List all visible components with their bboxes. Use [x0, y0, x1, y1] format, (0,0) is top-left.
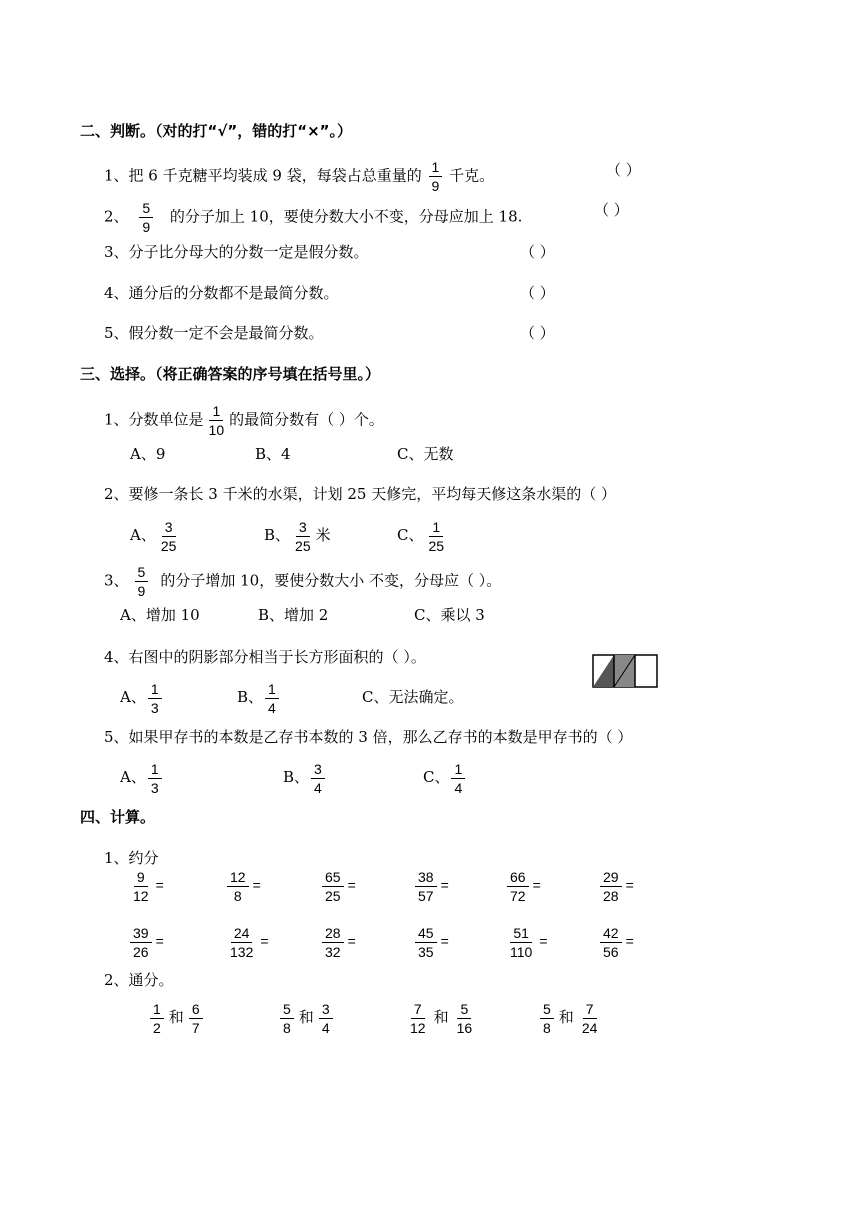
rectangle-figure: [592, 654, 658, 688]
judge-q1: [104, 159, 494, 194]
option-a: A、增加 10: [120, 606, 200, 624]
fraction-pair: [405, 998, 477, 1036]
equals-sign: =: [155, 933, 164, 949]
option-c: C、无法确定。: [362, 688, 464, 706]
fraction: $\frac{29}{28}$: [600, 869, 622, 904]
fraction: $\frac{9}{12}$: [133, 868, 149, 904]
judge-q5: 5、假分数一定不会是最简分数。: [104, 324, 324, 342]
answer-blank[interactable]: （ ）: [520, 324, 555, 342]
choice-q4: 4、右图中的阴影部分相当于长方形面积的（ ）。: [104, 648, 426, 666]
option-a: A、 $\frac{3}{25}$: [130, 518, 177, 554]
fraction-pair: [148, 998, 205, 1036]
answer-blank[interactable]: （ ）: [606, 161, 641, 179]
section-4-title: 四、计算。: [80, 808, 156, 826]
answer-blank[interactable]: （ ）: [520, 243, 555, 261]
reduce-item: [128, 866, 164, 904]
equals-sign: =: [347, 877, 356, 893]
fraction: $\frac{42}{56}$: [600, 925, 622, 960]
option-c: C、 $\frac{1}{25}$: [397, 518, 445, 554]
reduce-item: [225, 866, 261, 904]
judge-q2: 2、 $\frac{5}{9}$ 的分子加上 10，要使分数大小不变，分母应加上 18.: [104, 200, 523, 235]
fraction: $\frac{12}{8}$: [227, 869, 249, 904]
equals-sign: =: [625, 877, 634, 893]
section-2-title: 二、判断。（对的打“√”，错的打“×”。）: [80, 122, 353, 140]
fraction: $\frac{1}{9}$: [429, 159, 443, 194]
common-denominator-label: 2、通分。: [104, 971, 174, 989]
equals-sign: =: [440, 877, 449, 893]
option-a: A、 $\frac{1}{3}$: [120, 678, 164, 716]
and-word: 和: [558, 1008, 574, 1026]
equals-sign: =: [532, 877, 541, 893]
judge-q4: 4、通分后的分数都不是最简分数。: [104, 284, 339, 302]
fraction: $\frac{5}{16}$: [456, 1000, 473, 1036]
fraction: $\frac{24}{132}$: [230, 924, 254, 960]
answer-blank[interactable]: （ ）: [594, 201, 629, 219]
option-b: B、增加 2: [258, 606, 329, 624]
option-b: B、4: [255, 445, 291, 463]
fraction: $\frac{5}{8}$: [540, 1001, 554, 1036]
answer-blank[interactable]: （ ）: [520, 284, 555, 302]
reduce-item: [505, 922, 548, 960]
fraction: $\frac{5}{9}$: [139, 200, 153, 235]
reduce-item: [225, 922, 269, 960]
equals-sign: =: [625, 933, 634, 949]
fraction-pair: [278, 998, 335, 1036]
reduce-item: [598, 922, 634, 960]
equals-sign: =: [260, 933, 269, 949]
judge-q1-text: 1、把 6 千克糖平均装成 9 袋，每袋占总重量的: [104, 166, 422, 185]
option-c: C、 $\frac{1}{4}$: [423, 758, 467, 796]
option-a: A、 $\frac{1}{3}$: [120, 758, 164, 796]
choice-q5: 5、如果甲存书的本数是乙存书本数的 3 倍，那么乙存书的本数是甲存书的（ ）: [104, 728, 633, 746]
reduce-label: 1、约分: [104, 849, 159, 867]
reduce-item: [505, 866, 541, 904]
option-c: C、乘以 3: [414, 606, 485, 624]
reduce-item: [320, 866, 356, 904]
judge-q3: 3、分子比分母大的分数一定是假分数。: [104, 243, 369, 261]
fraction: $\frac{28}{32}$: [322, 925, 344, 960]
reduce-item: [413, 922, 449, 960]
reduce-item: [598, 866, 634, 904]
choice-q3: 3、 $\frac{5}{9}$ 的分子增加 10，要使分数大小 不变，分母应（ ）。: [104, 564, 502, 599]
fraction: $\frac{7}{12}$: [410, 1000, 426, 1036]
and-word: 和: [298, 1008, 314, 1026]
equals-sign: =: [440, 933, 449, 949]
and-word: 和: [433, 1008, 449, 1026]
fraction: $\frac{1}{2}$: [150, 1001, 164, 1036]
fraction: $\frac{3}{4}$: [319, 1001, 333, 1036]
option-b: B、 $\frac{3}{25}$ 米: [264, 518, 331, 554]
equals-sign: =: [539, 933, 548, 949]
option-b: B、 $\frac{3}{4}$: [283, 758, 327, 796]
reduce-item: [413, 866, 449, 904]
option-c: C、无数: [397, 445, 454, 463]
fraction: $\frac{51}{110}$: [510, 924, 533, 960]
fraction: $\frac{6}{7}$: [189, 1001, 203, 1036]
equals-sign: =: [347, 933, 356, 949]
fraction: $\frac{45}{35}$: [415, 925, 437, 960]
equals-sign: =: [252, 877, 261, 893]
fraction: $\frac{5}{8}$: [280, 1001, 294, 1036]
reduce-item: [320, 922, 356, 960]
choice-q2: 2、要修一条长 3 千米的水渠，计划 25 天修完，平均每天修这条水渠的（ ）: [104, 485, 617, 503]
equals-sign: =: [155, 877, 164, 893]
judge-q1-text-b: 千克。: [449, 166, 495, 185]
section-3-title: 三、选择。（将正确答案的序号填在括号里。）: [80, 365, 381, 383]
and-word: 和: [168, 1008, 184, 1026]
fraction: $\frac{7}{24}$: [581, 1000, 598, 1036]
fraction: $\frac{65}{25}$: [322, 869, 344, 904]
choice-q1: 1、分数单位是 $\frac{1}{10}$ 的最简分数有（ ）个。: [104, 403, 384, 438]
fraction: $\frac{66}{72}$: [507, 869, 529, 904]
fraction-pair: [538, 998, 602, 1036]
option-b: B、 $\frac{1}{4}$: [237, 678, 281, 716]
fraction: $\frac{39}{26}$: [130, 925, 152, 960]
fraction: $\frac{1}{10}$: [208, 403, 225, 438]
fraction: $\frac{38}{57}$: [415, 869, 437, 904]
option-a: A、9: [130, 445, 166, 463]
judge-q2-text: 的分子加上 10，要使分数大小不变，分母应加上 18.: [169, 207, 523, 226]
reduce-item: [128, 922, 164, 960]
